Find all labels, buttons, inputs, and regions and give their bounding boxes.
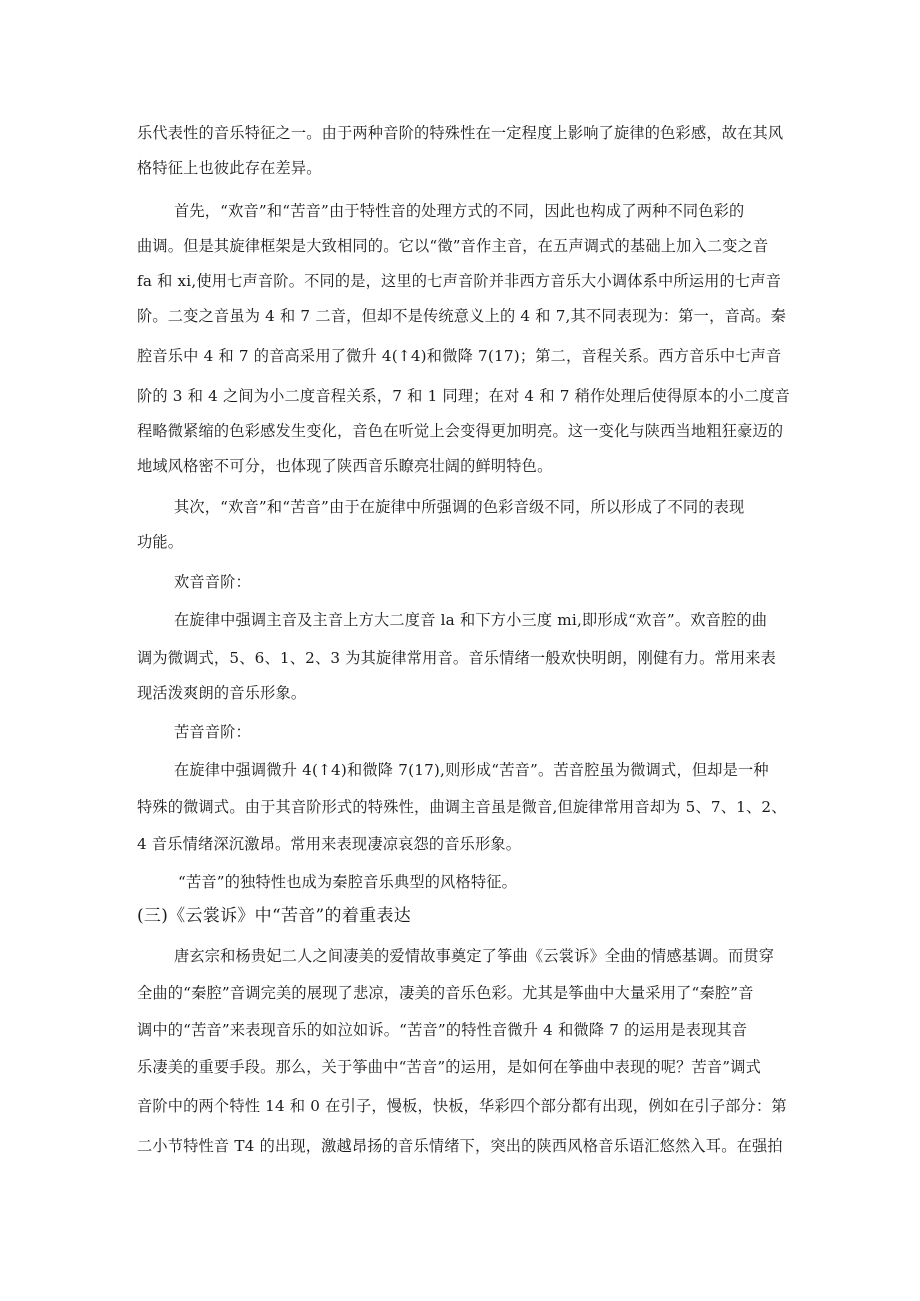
paragraph-line: 其次，“欢音”和“苦音”由于在旋律中所强调的色彩音级不同，所以形成了不同的表现 <box>174 498 745 516</box>
paragraph-line: 全曲的“秦腔”音调完美的展现了悲凉，凄美的音乐色彩。尤其是筝曲中大量采用了“秦腔”音 <box>137 984 754 1002</box>
paragraph-line: 在旋律中强调微升 4(↑4)和微降 7(17),则形成“苦音”。苦音腔虽为微调式，但却是一种 <box>174 761 769 779</box>
paragraph-line: 腔音乐中 4 和 7 的音高采用了微升 4(↑4)和微降 7(17)；第二，音程关系。西方音乐中七声音 <box>137 347 782 365</box>
paragraph-line: fa 和 xi,使用七声音阶。不同的是，这里的七声音阶并非西方音乐大小调体系中所运用的七声音 <box>137 272 782 290</box>
subsection-label: 欢音音阶： <box>174 573 251 591</box>
subsection-label: 苦音音阶： <box>174 723 251 741</box>
paragraph-line: 在旋律中强调主音及主音上方大二度音 la 和下方小三度 mi,即形成“欢音”。欢音腔的曲 <box>174 611 768 629</box>
paragraph-line: 音阶中的两个特性 14 和 0 在引子，慢板，快板，华彩四个部分都有出现，例如在引子部分：第 <box>137 1097 787 1115</box>
paragraph-line: 阶。二变之音虽为 4 和 7 二音，但却不是传统意义上的 4 和 7,其不同表现为：第一，音高。秦 <box>137 307 787 325</box>
paragraph-line: 格特征上也彼此存在差异。 <box>137 159 322 177</box>
paragraph-line: 4 音乐情绪深沉激昂。常用来表现凄凉哀怨的音乐形象。 <box>137 835 522 853</box>
paragraph-line: 调中的“苦音”来表现音乐的如泣如诉。“苦音”的特性音微升 4 和微降 7 的运用是表现其音 <box>137 1021 748 1039</box>
paragraph-line: 曲调。但是其旋律框架是大致相同的。它以“徵”音作主音，在五声调式的基础上加入二变之音 <box>137 237 769 255</box>
paragraph-line: 功能。 <box>137 533 184 551</box>
paragraph-line: 调为微调式，5、6、1、2、3 为其旋律常用音。音乐情绪一般欢快明朗，刚健有力。常用来表 <box>137 649 777 667</box>
paragraph-line: 地域风格密不可分，也体现了陕西音乐瞭亮壮阔的鲜明特色。 <box>137 457 553 475</box>
paragraph-line: “苦音”的独特性也成为秦腔音乐典型的风格特征。 <box>178 873 518 891</box>
paragraph-line: 乐代表性的音乐特征之一。由于两种音阶的特殊性在一定程度上影响了旋律的色彩感，故在其风 <box>137 124 784 142</box>
paragraph-line: 二小节特性音 T4 的出现，激越昂扬的音乐情绪下，突出的陕西风格音乐语汇悠然入耳。在强拍 <box>137 1137 783 1155</box>
paragraph-line: 首先，“欢音”和“苦音”由于特性音的处理方式的不同，因此也构成了两种不同色彩的 <box>174 202 745 220</box>
paragraph-line: 乐凄美的重要手段。那么，关于筝曲中“苦音”的运用，是如何在筝曲中表现的呢？苦音”调式 <box>137 1058 762 1076</box>
paragraph-line: 程略微紧缩的色彩感发生变化，音色在听觉上会变得更加明亮。这一变化与陕西当地粗狂豪迈的 <box>137 422 784 440</box>
paragraph-line: 唐玄宗和杨贵妃二人之间凄美的爱情故事奠定了筝曲《云裳诉》全曲的情感基调。而贯穿 <box>174 947 775 965</box>
paragraph-line: 现活泼爽朗的音乐形象。 <box>137 684 307 702</box>
paragraph-line: 阶的 3 和 4 之间为小二度音程关系，7 和 1 同理；在对 4 和 7 稍作处理后使得原本的小二度音 <box>137 387 791 405</box>
section-heading: (三)《云裳诉》中“苦音”的着重表达 <box>137 906 412 926</box>
paragraph-line: 特殊的微调式。由于其音阶形式的特殊性，曲调主音虽是微音,但旋律常用音却为 5、7、1、2、 <box>137 798 787 816</box>
